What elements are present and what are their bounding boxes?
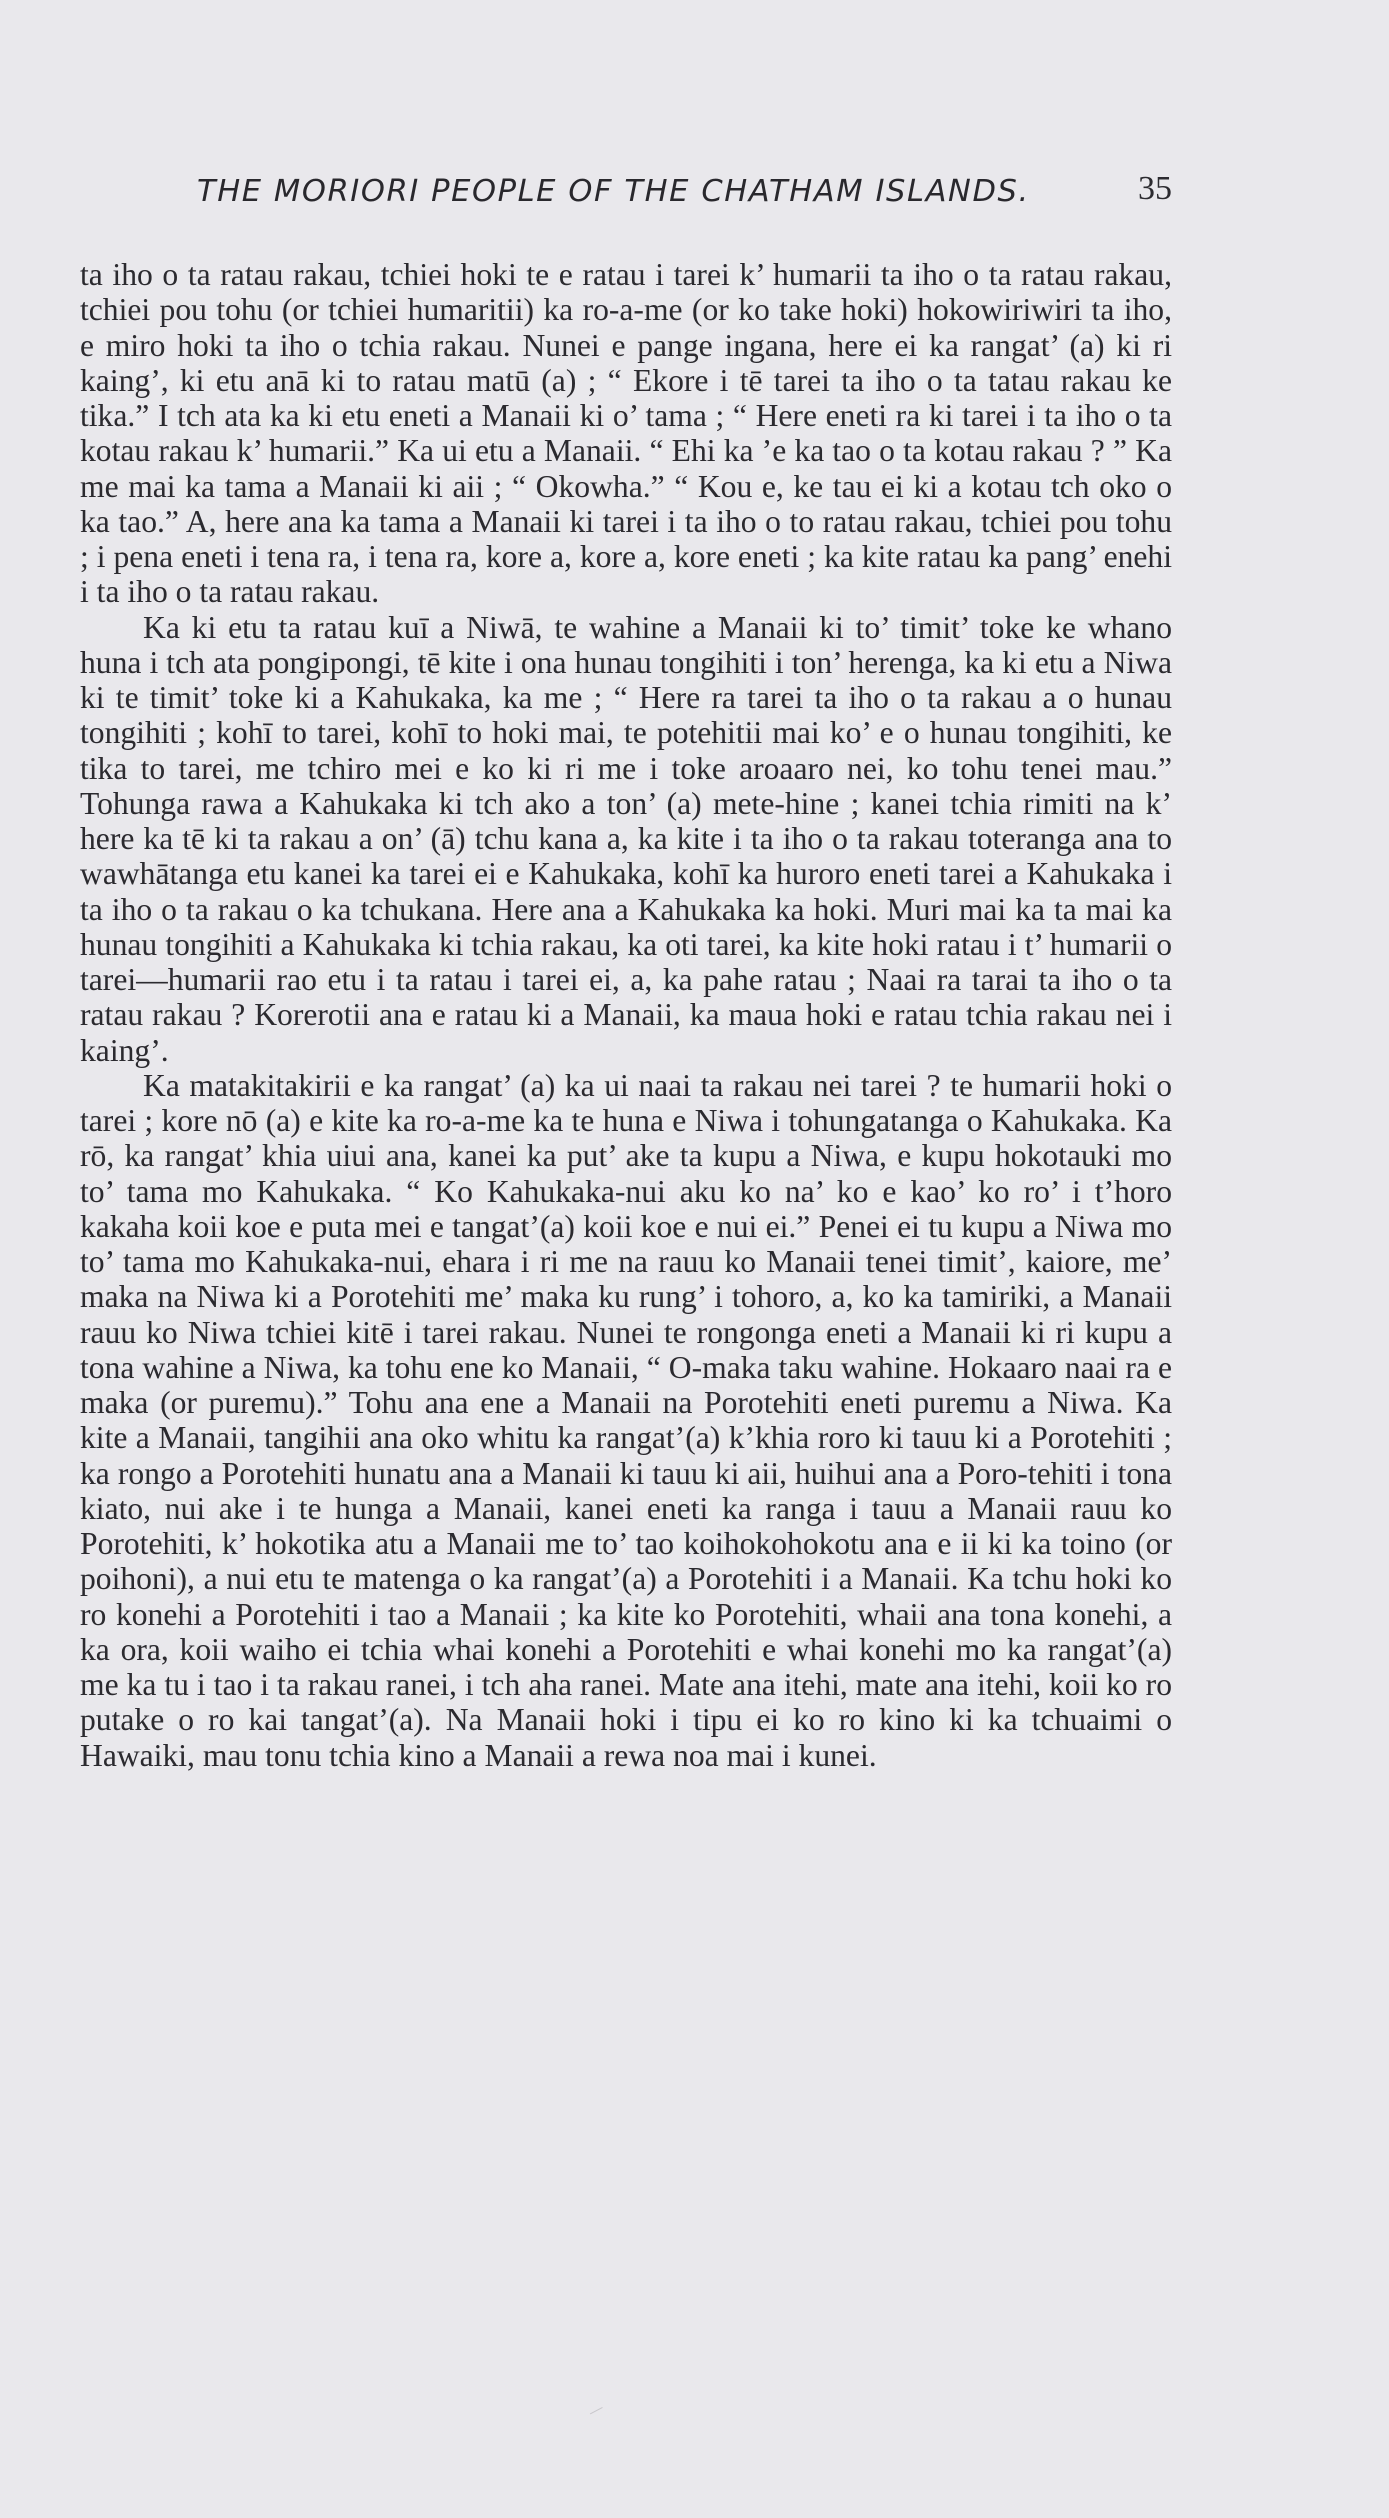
paragraph-manaii-porotehiti: Ka matakitakirii e ka rangat’ (a) ka ui naai ta rakau nei tarei ? te humarii hoki o tarei ; kore nō (a) e kite ka ro-a-me ka te huna e Niwa i tohungatanga o Kahukaka. Ka rō, ka rangat’ khia uiui ana, kanei ka put’ ake ta kupu a Niwa, e kupu hokotauki mo to’ tama mo Kahukaka. “ Ko Kahukaka-nui aku ko na’ ko e kao’ ko ro’ i t’horo kakaha koii koe e puta mei e tangat’(a) koii koe e nui ei.” Penei ei tu kupu a Niwa mo to’ tama mo Kahukaka-nui, ehara i ri me na rauu ko Manaii tenei timit’, kaiore, me’ maka na Niwa ki a Porotehiti me’ maka ku rung’ i tohoro, a, ko ka tamiriki, a Manaii rauu ko Niwa tchiei kitē i tarei rakau. Nunei te rongonga eneti a Manaii ki ri kupu a tona wahine a Niwa, ka tohu ene ko Manaii, “ O-maka taku wahine. Hokaaro naai ra e maka (or puremu).” Tohu ana ene a Manaii na Porotehiti eneti puremu a Niwa. Ka kite a Manaii, tangihii ana oko whitu ka rangat’(a) k’khia roro ki tauu ki a Porotehiti ; ka rongo a Porotehiti hunatu ana a Manaii ki tauu ki aii, huihui ana a Poro-tehiti i tona kiato, nui ake i te hunga a Manaii, kanei eneti ka ranga i tauu a Manaii rauu ko Porotehiti, k’ hokotika atu a Manaii me to’ tao koihokohokotu ana e ii ki ka toino (or poihoni), a nui etu te matenga o ka rangat’(a) a Porotehiti i a Manaii. Ka tchu hoki ko ro konehi a Porotehiti i tao a Manaii ; ka kite ko Porotehiti, whaii ana tona konehi, a ka ora, koii waiho ei tchia whai konehi a Porotehiti e whai konehi mo ka rangat’(a) me ka tu i tao i ta rakau ranei, i tch aha ranei. Mate ana itehi, mate ana itehi, koii ko ro putake o ro kai tangat’(a). Na Manaii hoki i tipu ei ko ro kino ki ka tchuaimi o Hawaiki, mau tonu tchia kino a Manaii a rewa noa mai i kunei.	[80, 1067, 1172, 1773]
paper-mark	[590, 2407, 604, 2417]
paragraph-niwa-kahukaka: Ka ki etu ta ratau kuī a Niwā, te wahine a Manaii ki to’ timit’ toke ke whano huna i tch ata pongipongi, tē kite i ona hunau tongihiti i ton’ herenga, ka ki etu a Niwa ki te timit’ toke ki a Kahukaka, ka me ; “ Here ra tarei ta iho o ta rakau a o hunau tongihiti ; kohī to tarei, kohī to hoki mai, te potehitii mai ko’ e o hunau tongihiti, ke tika to tarei, me tchiro mei e ko ki ri me i toke aroaaro nei, ko tohu tenei mau.” Tohunga rawa a Kahukaka ki tch ako a ton’ (a) mete-hine ; kanei tchia rimiti na k’ here ka tē ki ta rakau a on’ (ā) tchu kana a, ka kite i ta iho o ta rakau toteranga ana to wawhātanga etu kanei ka tarei ei e Kahukaka, kohī ka huroro eneti tarei a Kahukaka i ta iho o ta rakau o ka tchukana. Here ana a Kahukaka ka hoki. Muri mai ka ta mai ka hunau tongihiti a Kahukaka ki tchia rakau, ka oti tarei, ka kite hoki ratau i t’ humarii o tarei—humarii rao etu i ta ratau i tarei ei, a, ka pahe ratau ; Naai ra tarai ta iho o ta ratau rakau ? Korerotii ana e ratau ki a Manaii, ka maua hoki e ratau tchia rakau nei i kaing’.	[80, 609, 1172, 1068]
paragraph-continued: ta iho o ta ratau rakau, tchiei hoki te e ratau i tarei k’ humarii ta iho o ta ratau rakau, tchiei pou tohu (or tchiei humaritii) ka ro-a-me (or ko take hoki) hokowiriwiri ta iho, e miro hoki ta iho o tchia rakau. Nunei e pange ingana, here ei ka rangat’ (a) ki ri kaing’, ki etu anā ki to ratau matū (a) ; “ Ekore i tē tarei ta iho o ta tatau rakau ke tika.” I tch ata ka ki etu eneti a Manaii ki o’ tama ; “ Here eneti ra ki tarei i ta iho o ta kotau rakau k’ humarii.” Ka ui etu a Manaii. “ Ehi ka ’e ka tao o ta kotau rakau ? ” Ka me mai ka tama a Manaii ki aii ; “ Okowha.” “ Kou e, ke tau ei ki a kotau tch oko o ka tao.” A, here ana ka tama a Manaii ki tarei i ta iho o to ratau rakau, tchiei pou tohu ; i pena eneti i tena ra, i tena ra, kore a, kore a, kore eneti ; ka kite ratau ka pang’ enehi i ta iho o ta ratau rakau.	[80, 257, 1172, 610]
body-text	[80, 257, 1172, 1773]
running-head	[80, 168, 1172, 218]
page-number: 35	[1138, 170, 1172, 207]
running-title: THE MORIORI PEOPLE OF THE CHATHAM ISLANDS.	[197, 174, 1030, 209]
